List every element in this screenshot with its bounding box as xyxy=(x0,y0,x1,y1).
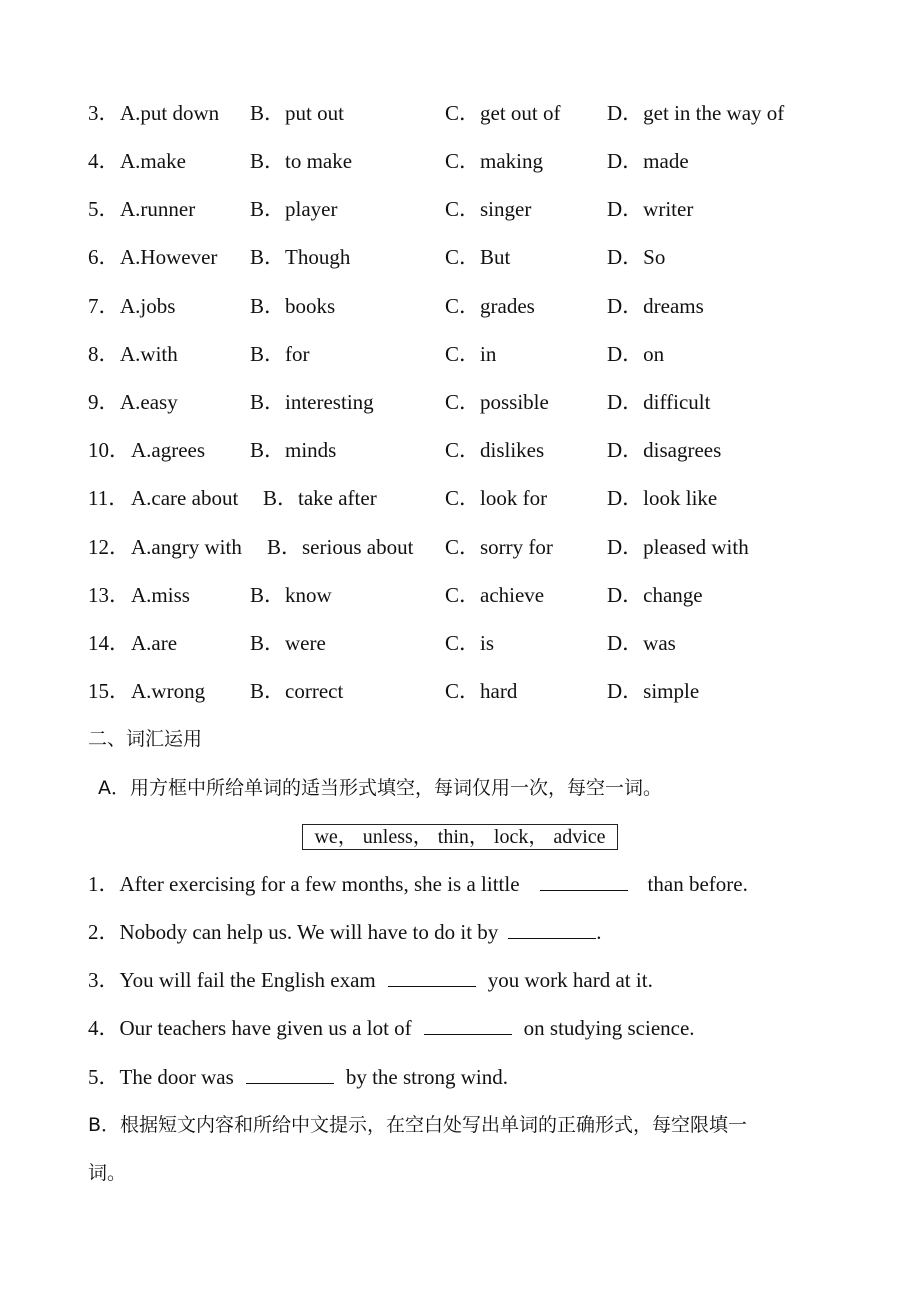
choice-row xyxy=(0,339,920,369)
choice-row xyxy=(0,291,920,321)
option-d: D．pleased with xyxy=(607,535,749,559)
sentence-after-blank: by the strong wind. xyxy=(345,1065,508,1089)
sentence-after-blank: on studying science. xyxy=(523,1016,695,1040)
option-a: A.are xyxy=(131,631,178,655)
option-b: B．were xyxy=(250,631,326,655)
question-number: 8． xyxy=(88,342,120,366)
answer-blank[interactable] xyxy=(540,870,628,891)
choice-row xyxy=(0,580,920,610)
option-b: B．interesting xyxy=(250,390,374,414)
part-b-instruction-cont: 词。 xyxy=(88,1162,127,1184)
option-d: D．change xyxy=(607,583,703,607)
option-c: C．get out of xyxy=(445,101,561,125)
option-c: C．dislikes xyxy=(445,438,545,462)
option-d: D．dreams xyxy=(607,294,704,318)
option-b: B．books xyxy=(250,294,336,318)
option-c: C．in xyxy=(445,342,497,366)
option-d: D．made xyxy=(607,149,689,173)
option-b: B．correct xyxy=(250,679,344,703)
sentence-before-blank: 4．Our teachers have given us a lot of xyxy=(88,1016,412,1040)
option-a: A.jobs xyxy=(120,294,176,318)
question-number: 4． xyxy=(88,149,120,173)
option-a: A.wrong xyxy=(131,679,206,703)
option-c: C．possible xyxy=(445,390,549,414)
choice-row xyxy=(0,146,920,176)
option-c: C．achieve xyxy=(445,583,545,607)
sentence-before-blank: 3．You will fail the English exam xyxy=(88,968,376,992)
sentence-before-blank: 2．Nobody can help us. We will have to do it by xyxy=(88,920,499,944)
option-d: D．disagrees xyxy=(607,438,722,462)
option-c: C．grades xyxy=(445,294,535,318)
option-d: D．on xyxy=(607,342,665,366)
choice-row xyxy=(0,676,920,706)
option-b: B．for xyxy=(250,342,310,366)
option-c: C．making xyxy=(445,149,543,173)
option-c: C．But xyxy=(445,245,511,269)
question-number: 5． xyxy=(88,197,120,221)
sentence-after-blank: . xyxy=(596,920,602,944)
part-a-instruction: A．用方框中所给单词的适当形式填空，每词仅用一次，每空一词。 xyxy=(98,777,662,799)
option-a: A.angry with xyxy=(131,535,242,559)
choice-row xyxy=(0,194,920,224)
option-b: B．Though xyxy=(250,245,351,269)
option-b: B．to make xyxy=(250,149,353,173)
option-d: D．difficult xyxy=(607,390,711,414)
option-b: B．minds xyxy=(250,438,337,462)
section-title: 二、词汇运用 xyxy=(88,728,203,750)
word-box: we， unless， thin， lock， advice xyxy=(302,824,618,850)
choice-row xyxy=(0,532,920,562)
option-a: A.agrees xyxy=(131,438,206,462)
question-number: 9． xyxy=(88,390,120,414)
option-d: D．simple xyxy=(607,679,700,703)
option-a: A.easy xyxy=(120,390,178,414)
question-number: 7． xyxy=(88,294,120,318)
answer-blank[interactable] xyxy=(246,1063,334,1084)
choice-row xyxy=(0,387,920,417)
fill-sentence xyxy=(88,869,748,899)
question-number: 11． xyxy=(88,486,130,510)
question-number: 10． xyxy=(88,438,130,462)
fill-sentence xyxy=(88,917,602,947)
choice-row xyxy=(0,628,920,658)
question-number: 15． xyxy=(88,679,130,703)
fill-sentence xyxy=(88,1062,508,1092)
sentence-before-blank: 1．After exercising for a few months, she is a little xyxy=(88,872,520,896)
option-a: A.with xyxy=(120,342,178,366)
option-d: D．look like xyxy=(607,486,718,510)
option-c: C．look for xyxy=(445,486,548,510)
option-d: D．So xyxy=(607,245,666,269)
option-b: B．player xyxy=(250,197,338,221)
sentence-before-blank: 5．The door was xyxy=(88,1065,234,1089)
fill-sentence xyxy=(88,965,653,995)
question-number: 13． xyxy=(88,583,130,607)
answer-blank[interactable] xyxy=(388,966,476,987)
question-number: 14． xyxy=(88,631,130,655)
option-c: C．is xyxy=(445,631,495,655)
option-d: D．writer xyxy=(607,197,694,221)
option-b: B．know xyxy=(250,583,332,607)
question-number: 12． xyxy=(88,535,130,559)
choice-row xyxy=(0,242,920,272)
question-number: 6． xyxy=(88,245,120,269)
option-a: A.make xyxy=(120,149,186,173)
option-a: A.runner xyxy=(120,197,196,221)
option-a: A.However xyxy=(120,245,218,269)
option-a: A.put down xyxy=(120,101,220,125)
question-number: 3． xyxy=(88,101,120,125)
sentence-after-blank: than before. xyxy=(647,872,748,896)
fill-sentence xyxy=(88,1013,695,1043)
option-d: D．get in the way of xyxy=(607,101,785,125)
option-c: C．sorry for xyxy=(445,535,553,559)
option-c: C．hard xyxy=(445,679,518,703)
choice-row xyxy=(0,98,920,128)
answer-blank[interactable] xyxy=(508,918,596,939)
choice-row xyxy=(0,483,920,513)
option-a: A.miss xyxy=(131,583,190,607)
option-b: B．serious about xyxy=(267,535,414,559)
option-c: C．singer xyxy=(445,197,532,221)
option-d: D．was xyxy=(607,631,676,655)
choice-row xyxy=(0,435,920,465)
option-b: B．take after xyxy=(263,486,377,510)
part-b-instruction: B．根据短文内容和所给中文提示，在空白处写出单词的正确形式，每空限填一 xyxy=(88,1114,748,1136)
option-b: B．put out xyxy=(250,101,344,125)
option-a: A.care about xyxy=(131,486,239,510)
sentence-after-blank: you work hard at it. xyxy=(487,968,653,992)
answer-blank[interactable] xyxy=(424,1014,512,1035)
